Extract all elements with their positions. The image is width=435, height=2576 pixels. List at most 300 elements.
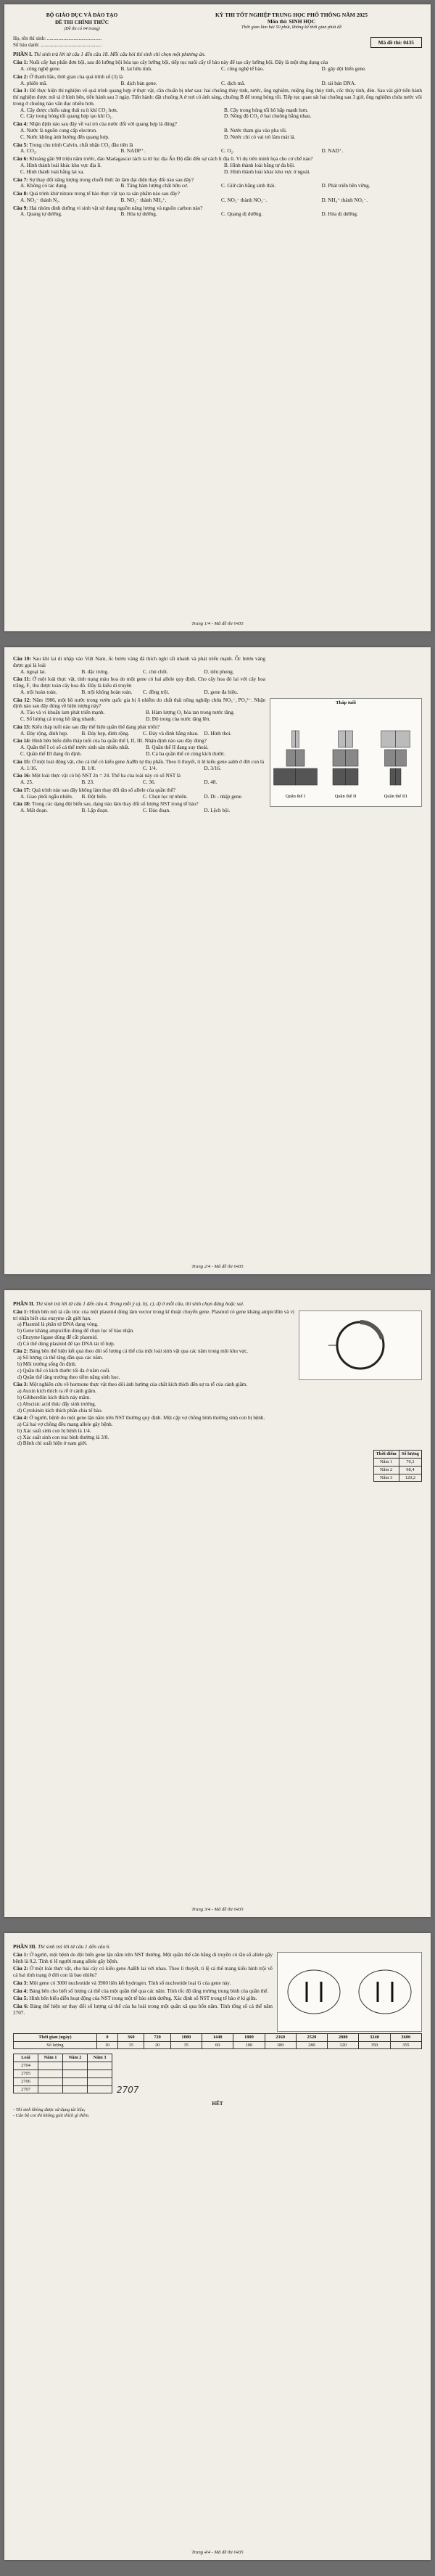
answer-option: D. 3/16. <box>204 765 221 771</box>
question-number: Câu 10: <box>13 656 31 662</box>
answer-option: B. lai hữu tính. <box>120 66 152 72</box>
answer-option: B. Cây trong bóng tối hô hấp mạnh hơn. <box>224 107 308 113</box>
answer-option: B. Hóa tự dưỡng. <box>120 211 157 218</box>
question-text: Quá trình nào sau đây không làm thay đổi tần số allele của quần thể? <box>31 787 175 793</box>
pyramid-title: Tháp tuổi <box>336 700 356 705</box>
answer-option: D. gây đột biến gene. <box>321 66 366 72</box>
table-row <box>373 1474 421 1482</box>
table-header: Năm 2 <box>63 2054 88 2062</box>
table-cell <box>38 2070 63 2078</box>
exam-page-3 <box>4 1290 431 1917</box>
answer-option: D. Hóa dị dưỡng. <box>321 211 358 218</box>
answer-option: A. Cây được chiếu sáng thải ra ít khí CO₂ hơn. <box>20 107 118 113</box>
species-table <box>13 2054 112 2093</box>
question-number: Câu 14: <box>13 738 31 745</box>
part-1-title: PHẦN I. <box>13 52 33 58</box>
table-header: Loài <box>14 2054 38 2062</box>
answer-option: C. 36. <box>143 779 156 786</box>
table-cell <box>88 2077 112 2085</box>
answer-option: C. 1/4. <box>143 765 157 771</box>
candidate-info <box>13 36 422 48</box>
pyramid-bar <box>385 750 396 766</box>
question-text: Một loài thực vật có bộ NST 2n = 24. Thể ba của loài này có số NST là <box>31 773 181 779</box>
table-header: 720 <box>144 2033 170 2041</box>
true-false-statement: c) Abscisic acid thúc đẩy sinh trưởng. <box>17 1400 96 1407</box>
answer-option: C. Chọn lọc tự nhiên. <box>143 793 188 800</box>
table-cell <box>63 2062 88 2070</box>
answer-option: D. tái bản DNA. <box>321 80 356 86</box>
table-cell: Năm 2 <box>373 1466 399 1474</box>
part-3-note: Thí sinh trả lời từ câu 1 đến câu 6. <box>38 1944 111 1950</box>
answer-option: B. đặc trưng. <box>81 668 109 675</box>
answer-options <box>13 794 265 800</box>
table-header: 2160 <box>265 2033 296 2041</box>
answer-option: D. Nồng độ CO₂ ở hai chuông bằng nhau. <box>224 113 312 120</box>
page-footer: Trang 1/4 - Mã đề thi 0435 <box>191 620 244 626</box>
question-number: Câu 12: <box>13 697 31 703</box>
answer-option: D. NH₄⁺ thành NO₃⁻. <box>321 197 368 203</box>
answer-options <box>13 766 265 772</box>
table-cell: 15 <box>118 2041 144 2049</box>
answer-option: A. 25. <box>20 779 33 786</box>
pyramid-bar <box>396 731 410 747</box>
answer-option: C. O₂. <box>221 148 234 155</box>
question <box>13 74 422 81</box>
answer-options <box>13 197 422 204</box>
page-footer: Trang 2/4 - Mã đề thi 0435 <box>191 1263 244 1269</box>
question <box>13 156 422 163</box>
question-number: Câu 11: <box>13 676 31 683</box>
true-false-statement: b) Xác suất sinh con bị bệnh là 1/4. <box>17 1427 91 1434</box>
answer-option: C. NO₃⁻ thành NO₂⁻. <box>221 197 268 203</box>
question-text: Bảng bên thể hiện kết quả theo dõi số lượng cá thể của một loài sinh vật qua các năm trong một khu vực. <box>29 1348 249 1355</box>
answer-option: B. Nước tham gia vào pha tối. <box>224 128 287 134</box>
question-text: Sự thay đổi năng lượng trong chuỗi thức ăn làm đại diện thay đổi nào sau đây? <box>29 176 194 183</box>
growth-table <box>13 2033 422 2050</box>
answer-option: B. NADP⁺. <box>120 148 146 155</box>
answer-option: B. Lặp đoạn. <box>81 808 109 814</box>
exam-page-2 <box>4 647 431 1274</box>
table-cell: 60 <box>202 2041 233 2049</box>
answer-option: D. tiên phong. <box>204 668 234 675</box>
true-false-statement: d) Cytokinin kích thích phân chia tế bào. <box>17 1407 103 1414</box>
cell-outline <box>288 1970 340 2014</box>
age-pyramids <box>270 706 421 805</box>
table-cell <box>38 2077 63 2085</box>
true-false-statement: a) Plasmid là phân tử DNA dạng vòng. <box>17 1321 99 1328</box>
table-header: Năm 1 <box>38 2054 63 2062</box>
table-row <box>14 2070 112 2078</box>
pyramid-bar <box>333 750 346 766</box>
age-pyramid-figure <box>270 698 422 807</box>
pyramid-bar <box>296 731 299 747</box>
pyramid-label: Quần thể III <box>384 794 407 800</box>
true-false-statement: b) Gene kháng ampicillin dùng để chọn lọc tế bào nhận. <box>17 1328 135 1334</box>
question-text: Nhận định nào sau đây về vai trò của nước đối với quang hợp là đúng? <box>29 121 177 128</box>
answer-option: D. Độ trong của nước tăng lên. <box>146 716 211 723</box>
question <box>13 177 422 184</box>
true-false-statement: a) Số lượng cá thể tăng dần qua các năm. <box>17 1355 104 1361</box>
table-cell: 10 <box>96 2041 117 2049</box>
table-header: Năm 3 <box>88 2054 112 2062</box>
answer-option: A. Quần thể I có số cá thể trước sinh sản nhiều nhất. <box>20 745 130 751</box>
part-2-heading <box>13 1301 422 1308</box>
part-1-questions <box>13 60 422 218</box>
table-cell <box>63 2070 88 2078</box>
question-number: Câu 1: <box>13 1951 28 1958</box>
table-cell <box>63 2077 88 2085</box>
answer-option: A. Mất đoạn. <box>20 808 48 814</box>
table-header: Thời điểm <box>373 1451 399 1459</box>
question-number: Câu 4: <box>13 121 28 128</box>
answer-options <box>13 107 422 120</box>
candidate-name-line: Họ, tên thí sinh: ........................................... <box>13 36 102 42</box>
question-text: Hình bên biểu diễn tháp tuổi của ba quần thể I, II, III. Nhận định nào sau đây đúng? <box>31 738 207 745</box>
question-text: Bảng bên cho biết số lượng cá thể của một quần thể qua các năm. Tính tốc độ tăng trưởng trung bình của quần thể. <box>29 1988 269 1994</box>
question <box>13 60 422 66</box>
table-cell: Năm 1 <box>373 1459 399 1467</box>
table-header: Số lượng <box>399 1451 421 1459</box>
answer-option: B. 1/8. <box>81 765 96 771</box>
pyramid-bar <box>339 731 346 747</box>
question-number: Câu 4: <box>13 1415 28 1422</box>
question-number: Câu 2: <box>13 1966 28 1972</box>
question <box>13 121 422 128</box>
question <box>13 1382 422 1388</box>
table-header: 2520 <box>296 2033 327 2041</box>
question-number: Câu 7: <box>13 176 28 183</box>
question-number: Câu 8: <box>13 191 28 197</box>
end-marker: HẾT <box>212 2101 223 2107</box>
table-cell: 20 <box>144 2041 170 2049</box>
question-text: Ở một loài thực vật, cho hai cây có kiểu gene AaBb lai với nhau. Theo lí thuyết, tỉ lệ cá thể mang kiểu hình trội về cả hai tính trạng ở đời con là bao nhiêu? <box>13 1966 273 1979</box>
question-number: Câu 1: <box>13 1308 28 1315</box>
answer-options <box>13 211 422 218</box>
table-cell <box>88 2070 112 2078</box>
question-number: Câu 5: <box>13 141 28 148</box>
answer-option: C. Đảo đoạn. <box>143 808 170 814</box>
question-text: Nuôi cấy hạt phấn đơn bội, sau đó lưỡng bội hóa tạo cây lưỡng bội, tiếp tục nuôi cấy tế bào này để tạo cây lưỡng bội. Đây là một ứng dụng của <box>29 60 328 66</box>
exam-header <box>13 12 422 31</box>
answer-option: A. trội hoàn toàn. <box>20 689 57 695</box>
table-cell: 2704 <box>14 2062 38 2070</box>
answer-option: B. Tăng hàm lượng chất hữu cơ. <box>120 183 188 189</box>
answer-option: A. Quang tự dưỡng. <box>20 211 62 218</box>
official-label: ĐỀ THI CHÍNH THỨC <box>55 20 109 26</box>
pyramid-bar <box>390 768 396 785</box>
question-text: Ở người, bệnh do một gene lặn nằm trên NST thường quy định. Một cặp vợ chồng bình thường sinh con bị bệnh. <box>29 1415 265 1422</box>
question-text: Hình bên biểu diễn hoạt động của NST trong một tế bào sinh dưỡng. Xác định số NST trong tế bào ở kì giữa. <box>29 1995 257 2002</box>
question <box>13 676 422 689</box>
exam-page-4 <box>4 1933 431 2560</box>
answer-option: B. Quần thể II đang suy thoái. <box>146 745 209 751</box>
answer-option: C. Quang dị dưỡng. <box>221 211 263 218</box>
pyramid-bar <box>333 768 346 785</box>
answer-option: A. Hình thành loài khác khu vực địa lí. <box>20 162 102 168</box>
table-header: 3240 <box>359 2033 390 2041</box>
question-text: Một nghiên cứu về hormone thực vật theo dõi ảnh hưởng của chất kích thích đến sự ra rễ của cành giâm. <box>29 1382 248 1388</box>
table-header: 2880 <box>328 2033 359 2041</box>
question-number: Câu 16: <box>13 773 31 779</box>
question-text: Trong chu trình Calvin, chất nhận CO₂ đầu tiên là <box>29 141 133 148</box>
question-number: Câu 15: <box>13 758 31 765</box>
part-1-heading <box>13 52 422 58</box>
true-false-statement: c) Quần thể có kích thước tối đa ở năm cuối. <box>17 1367 111 1374</box>
question <box>13 88 422 107</box>
table-row <box>373 1459 421 1467</box>
population-table <box>373 1450 422 1482</box>
answer-option: A. NO₃⁻ thành N₂. <box>20 197 60 203</box>
table-row <box>14 2077 112 2085</box>
answer-options <box>13 689 265 696</box>
answer-option: B. Đột biến. <box>81 793 107 800</box>
table-cell: 280 <box>296 2041 327 2049</box>
question-text: Ở thanh hầu, thời gian của quá trình số (3) là <box>29 73 123 80</box>
question-number: Câu 1: <box>13 60 28 66</box>
chromosome-figure <box>277 1952 422 2032</box>
table-header: 0 <box>96 2033 117 2041</box>
table-cell <box>38 2085 63 2093</box>
answer-options <box>13 183 422 189</box>
part-3-title: PHẦN III. <box>13 1944 37 1950</box>
true-false-statement: d) Quần thể tăng trưởng theo tiềm năng sinh học. <box>17 1374 120 1380</box>
question-number: Câu 17: <box>13 787 31 793</box>
answer-option: B. Hàm lượng O₂ hòa tan trong nước tăng. <box>146 710 235 716</box>
table-header: Thời gian (ngày) <box>14 2033 97 2041</box>
pyramid-bar <box>286 750 296 766</box>
table-cell <box>88 2085 112 2093</box>
question-text: Ở một loài thực vật, tính trạng màu hoa do một gene có hai allele quy định. Cho cây hoa đỏ lai với cây hoa trắng, F₁ thu được toàn cây hoa đỏ. Đây là kiểu di truyền <box>13 676 265 689</box>
answer-options <box>13 66 422 73</box>
true-false-statement: a) Auxin kích thích ra rễ ở cành giâm. <box>17 1388 96 1395</box>
pyramid-bar <box>296 750 305 766</box>
question-text: Ở người, một bệnh do đột biến gene lặn nằm trên NST thường. Một quần thể cân bằng di truyền có tần số allele gây bệnh là 0,2. Tính tỉ lệ người mang allele gây bệnh. <box>13 1951 273 1964</box>
exam-title: KỲ THI TỐT NGHIỆP TRUNG HỌC PHỔ THÔNG NĂM 2025 <box>215 12 368 18</box>
answer-option: D. Hình thoi. <box>204 730 232 737</box>
answer-options <box>13 745 265 758</box>
answer-options <box>13 779 265 786</box>
question-number: Câu 5: <box>13 1995 28 2002</box>
table-cell: Số lượng <box>14 2041 97 2049</box>
pyramid-bar <box>396 750 407 766</box>
question-number: Câu 4: <box>13 1988 28 1994</box>
table-cell: 2705 <box>14 2070 38 2078</box>
answer-option: C. công nghệ tế bào. <box>221 66 265 72</box>
page-footer: Trang 4/4 - Mã đề thi 0435 <box>191 2549 244 2555</box>
question-number: Câu 6: <box>13 156 28 163</box>
pyramid-label: Quần thể I <box>285 794 306 800</box>
table-cell: 2706 <box>14 2077 38 2085</box>
answer-option: A. ngoại lai. <box>20 668 46 675</box>
answer-option: A. phiên mã. <box>20 80 48 86</box>
answer-option: B. trội không hoàn toàn. <box>81 689 133 695</box>
table-header: 1080 <box>170 2033 202 2041</box>
table-header: 1800 <box>233 2033 265 2041</box>
answer-option: B. 23. <box>81 779 94 786</box>
true-false-statement: b) Môi trường sống ổn định. <box>17 1361 77 1368</box>
answer-option: C. chủ chốt. <box>143 668 168 675</box>
answer-option: D. Di - nhập gene. <box>204 793 243 800</box>
table-cell: 35 <box>170 2041 202 2049</box>
true-false-statement: d) Có thể dùng plasmid để tạo DNA tái tổ hợp. <box>17 1340 115 1347</box>
pyramid-bar <box>346 731 353 747</box>
handwritten-note: 2707 <box>117 2084 139 2095</box>
table-header: 360 <box>118 2033 144 2041</box>
question <box>13 1415 422 1422</box>
answer-option: A. CO₂. <box>20 148 38 155</box>
question-number: Câu 3: <box>13 88 28 94</box>
question <box>13 205 422 212</box>
question <box>13 656 422 669</box>
answer-options <box>13 808 265 814</box>
table-header: 3600 <box>390 2033 421 2041</box>
answer-option: B. Hình thành loài bằng tự đa bội. <box>224 162 295 168</box>
answer-option: A. công nghệ gene. <box>20 66 61 72</box>
question-number: Câu 9: <box>13 205 28 211</box>
answer-option: C. Đáy và đỉnh bằng nhau. <box>143 730 199 737</box>
question-text: Kiểu tháp tuổi nào sau đây thể hiện quần thể đang phát triển? <box>31 723 160 730</box>
part-2-note: Thí sinh trả lời từ câu 1 đến câu 4. Trong mỗi ý a), b), c), d) ở mỗi câu, thí sinh chọn đúng hoặc sai. <box>36 1301 244 1307</box>
question-text: Bảng thể hiện sự thay đổi số lượng cá thể của ba loài trong một quần xã qua bốn năm. Tính tổng số cá thể năm 2707. <box>13 2003 273 2017</box>
table-cell: 180 <box>265 2041 296 2049</box>
answer-option: D. Phát triển bền vững. <box>321 183 370 189</box>
question-text: Hai nhóm dinh dưỡng vi sinh vật sử dụng nguồn năng lượng và nguồn carbon nào? <box>29 205 203 211</box>
answer-option: C. Hình thành loài bằng lai xa. <box>20 168 85 175</box>
answer-option: A. Đáy rộng, đỉnh hẹp. <box>20 730 69 737</box>
answer-option: B. Đáy hẹp, đỉnh rộng. <box>81 730 130 737</box>
resistance-gene-arc <box>360 1322 382 1339</box>
question-text: Sau khi lai di nhập vào Việt Nam, ốc bươu vàng đã thích nghi rất nhanh và phát triển mạnh. Ốc bươu vàng được gọi là loài <box>13 656 265 668</box>
table-header: 1440 <box>202 2033 233 2041</box>
exam-code-box: Mã đề thi: 0435 <box>370 37 422 48</box>
question-text: Một gene có 3000 nucleotide và 3900 liên kết hydrogen. Tính số nucleotide loại G của gene này. <box>29 1980 231 1986</box>
table-cell: 355 <box>390 2041 421 2049</box>
question-text: Năm 1986, một hồ nước trong vườn quốc gia bị ô nhiễm do chất thải nông nghiệp chứa NO₃⁻, PO₄³⁻. Nhận định nào sau đây đúng về hiện tượng này? <box>13 697 265 710</box>
question-number: Câu 13: <box>13 723 31 730</box>
table-cell: Năm 3 <box>373 1474 399 1482</box>
answer-option: B. dịch bản gene. <box>120 80 157 86</box>
question-number: Câu 2: <box>13 1348 28 1355</box>
end-note: - Thí sinh không được sử dụng tài liệu; <box>13 2107 86 2113</box>
pyramid-bar <box>274 768 296 785</box>
answer-options <box>13 81 422 87</box>
subject-title: Môn thi: SINH HỌC <box>267 18 316 25</box>
question <box>13 191 422 197</box>
table-cell: 2707 <box>14 2085 38 2093</box>
question-text: Quá trình khử nitrate trong tế bào thực vật tạo ra sản phẩm nào sau đây? <box>29 191 180 197</box>
answer-option: C. Nước không ảnh hưởng đến quang hợp. <box>20 134 109 140</box>
time-note: Thời gian làm bài 50 phút, không kể thời gian phát đề <box>241 25 342 30</box>
answer-options <box>13 731 265 737</box>
answer-options <box>13 148 422 155</box>
question-number: Câu 6: <box>13 2003 29 2010</box>
answer-option: D. NAD⁺. <box>321 148 344 155</box>
pyramid-bar <box>296 768 318 785</box>
table-cell <box>63 2085 88 2093</box>
question <box>13 142 422 149</box>
answer-option: D. 48. <box>204 779 218 786</box>
question-text: Ở một loài động vật, cho cá thể có kiểu gene AaBb tự thụ phấn. Theo lí thuyết, tỉ lệ kiểu gene aabb ở đời con là <box>31 758 265 765</box>
table-cell: 350 <box>359 2041 390 2049</box>
part-1-note: Thí sinh trả lời từ câu 1 đến câu 18. Mỗi câu hỏi thí sinh chỉ chọn một phương án. <box>33 52 206 58</box>
question-number: Câu 3: <box>13 1980 28 1986</box>
answer-option: C. dịch mã. <box>221 80 246 86</box>
table-cell: 120,2 <box>399 1474 421 1482</box>
answer-option: D. gene đa hiệu. <box>204 689 239 695</box>
answer-option: D. Nước chỉ có vai trò làm mát lá. <box>224 134 296 140</box>
answer-option: C. Giữ cân bằng sinh thái. <box>221 183 276 189</box>
question-text: Để thực hiện thí nghiệm về quá trình quang hợp ở thực vật, cần chuẩn bị như sau: hai chuông thủy tinh, nước, ống nghiệm, miệng ống thủy tinh, cốc thủy tinh, đèn. Sau vài giờ tiến hành thí nghiệm được mô tả ở hình bên, tiến hành sau 3 ngày. Tiến hành: đặt chuông A ở nơi có ánh sáng, chuông B để trong bóng tối. Tiếp tục quan sát hai chuông sau 3 giờ, ống nghiệm chứa nước vôi trong ở chuông nào vẩn đục nhiều hơn. <box>13 88 423 107</box>
true-false-statement: c) Xác suất sinh con trai bình thường là 3/8. <box>17 1434 109 1440</box>
table-row <box>14 2062 112 2070</box>
table-cell: 98,4 <box>399 1466 421 1474</box>
question-number: Câu 18: <box>13 801 31 808</box>
answer-option: A. Không có tác dụng. <box>20 183 68 189</box>
answer-options <box>13 163 422 176</box>
true-false-statement: c) Enzyme ligase dùng để cắt plasmid. <box>17 1334 98 1340</box>
end-note: - Cán bộ coi thi không giải thích gì thêm. <box>13 2113 90 2119</box>
answer-option: A. Tảo và vi khuẩn lam phát triển mạnh. <box>20 710 105 716</box>
answer-options <box>13 669 265 676</box>
pyramid-bar <box>381 731 396 747</box>
plasmid-diagram <box>299 1311 421 1379</box>
answer-option: B. NO₂⁻ thành NH₄⁺. <box>120 197 167 203</box>
answer-option: A. Nước là nguồn cung cấp electron. <box>20 128 97 134</box>
pyramid-bar <box>346 750 359 766</box>
true-false-statement: a) Cả hai vợ chồng đều mang allele gây bệnh. <box>17 1422 113 1428</box>
cell-outline <box>359 1970 411 2014</box>
answer-option: C. Quần thể III đang ổn định. <box>20 750 82 757</box>
table-cell <box>38 2062 63 2070</box>
table-cell: 100 <box>233 2041 265 2049</box>
question-text: Hình bên mô tả cấu trúc của một plasmid dùng làm vector trong kĩ thuật chuyển gene. Plasmid có gene kháng ampicillin và vị trí nhận biết của enzyme cắt giới hạn. <box>13 1308 295 1321</box>
table-cell: 70,3 <box>399 1459 421 1467</box>
true-false-statement: b) Gibberellin kích thích nảy mầm. <box>17 1394 91 1400</box>
answer-options <box>13 710 265 723</box>
true-false-statement: d) Bệnh chỉ xuất hiện ở nam giới. <box>17 1440 88 1447</box>
pyramid-bar <box>346 768 359 785</box>
answer-option: C. đồng trội. <box>143 689 170 695</box>
part-2-title: PHẦN II. <box>13 1301 35 1307</box>
answer-option: A. 1/16. <box>20 765 38 771</box>
pyramid-bar <box>396 768 402 785</box>
page-footer: Trang 3/4 - Mã đề thi 0435 <box>191 1906 244 1912</box>
pyramid-bar <box>292 731 296 747</box>
part-3-heading <box>13 1944 422 1951</box>
plasmid-figure <box>299 1310 422 1380</box>
table-row <box>373 1466 421 1474</box>
pyramid-label: Quần thể II <box>334 794 357 800</box>
answer-option: D. Cả ba quần thể có cùng kích thước. <box>146 750 226 757</box>
table-row <box>14 2085 112 2093</box>
candidate-id-line: Số báo danh: ................................................ <box>13 41 102 48</box>
table-cell <box>88 2062 112 2070</box>
chromosome-diagram <box>278 1953 421 2031</box>
table-cell: 320 <box>328 2041 359 2049</box>
answer-option: C. Số lượng cá trong hồ tăng nhanh. <box>20 716 96 723</box>
answer-options <box>13 128 422 141</box>
answer-option: A. Giao phối ngẫu nhiên. <box>20 793 73 800</box>
page-count: (Đề thi có 04 trang) <box>64 25 100 31</box>
question-number: Câu 3: <box>13 1382 28 1388</box>
question-text: Trong các dạng đột biến sau, dạng nào làm thay đổi số lượng NST trong tế bào? <box>31 801 199 808</box>
answer-option: C. Cây trong bóng tối quang hợp tạo khí O₂. <box>20 113 113 120</box>
question-text: Khoảng gần 90 triệu năm trước, đảo Madagascar tách ra từ lục địa Ấn Độ dẫn đến sự cách li địa lí. Ví dụ trên minh họa cho cơ chế nào? <box>29 156 313 163</box>
answer-option: D. Lệch bội. <box>204 808 231 814</box>
ministry-name: BỘ GIÁO DỤC VÀ ĐÀO TẠO <box>46 12 118 18</box>
answer-option: D. Hình thành loài khác khu vực ở ngoài. <box>224 168 311 175</box>
question-number: Câu 2: <box>13 73 28 80</box>
